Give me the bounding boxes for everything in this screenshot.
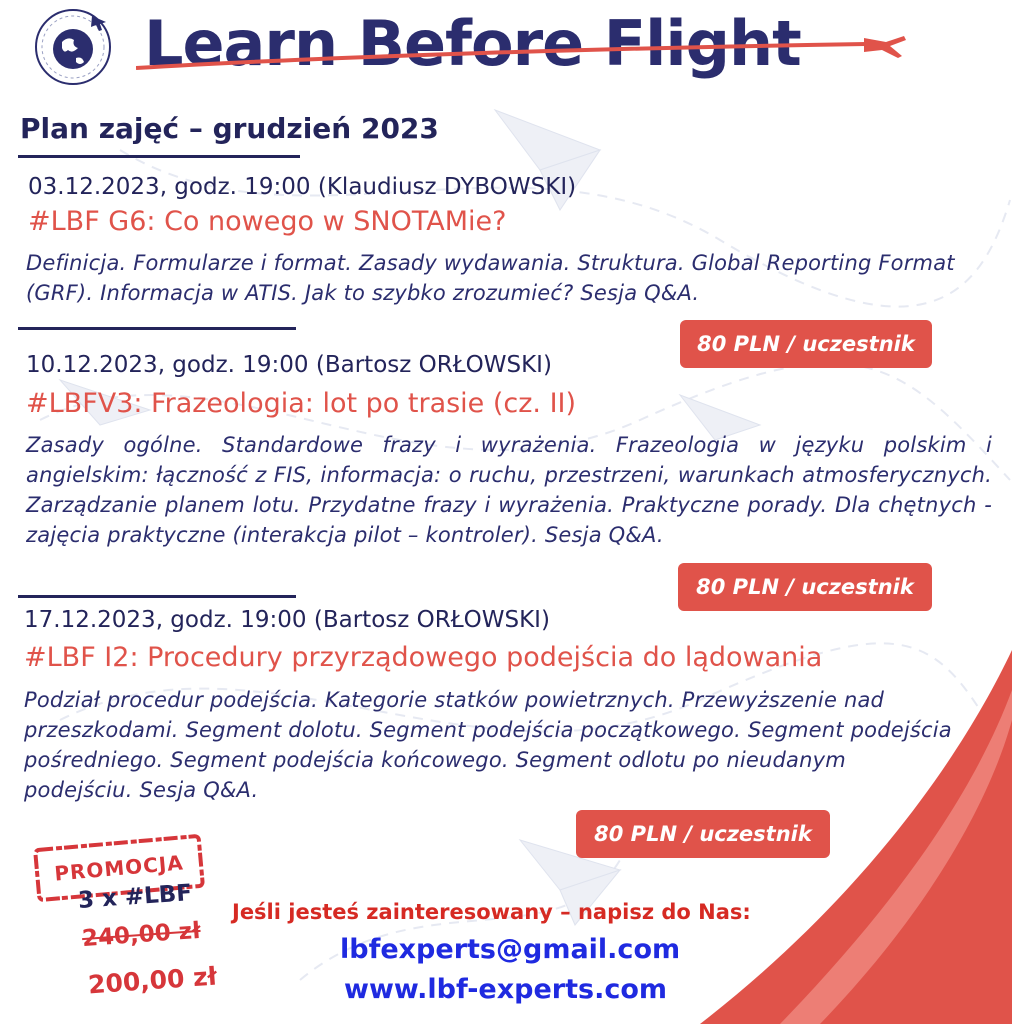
globe-plane-logo-icon (32, 6, 114, 88)
divider (18, 155, 300, 158)
divider (18, 595, 296, 598)
course-description: Definicja. Formularze i format. Zasady wydawania. Struktura. Global Reporting Format (GRF). Informacja w ATIS. Jak to szybko zrozumieć? Sesja Q&A. (26, 251, 955, 305)
price-badge: 80 PLN / uczestnik (680, 320, 932, 368)
course-date: 17.12.2023, godz. 19:00 (Bartosz ORŁOWSKI) (24, 607, 550, 633)
course-date: 10.12.2023, godz. 19:00 (Bartosz ORŁOWSKI) (26, 352, 552, 378)
promo-old-price: 240,00 zł (81, 917, 202, 953)
price-badge: 80 PLN / uczestnik (678, 563, 932, 611)
course-description: Podział procedur podejścia. Kategorie statków powietrznych. Przewyższenie nad przeszkodami. Segment dolotu. Segment podejścia początkowego. Segment podejścia pośredniego. Segment podejścia końcowego. Segment odlotu po nieudanym podejściu. Sesja Q&A. (24, 688, 952, 802)
contact-website-link[interactable]: www.lbf-experts.com (344, 974, 668, 1005)
course-title: #LBF G6: Co nowego w SNOTAMie? (28, 206, 507, 237)
contact-cta: Jeśli jesteś zainteresowany – napisz do Nas: (232, 900, 751, 924)
course-description: Zasady ogólne. Standardowe frazy i wyrażenia. Frazeologia w języku polskim i angielskim: łączność z FIS, informacja: o ruchu, przestrzeni, warunkach atmosferycznych. Zarządzanie planem lotu. Przydatne frazy i wyrażenia. Praktyczne porady. Dla chętnych - zajęcia praktyczne (interakcja pilot – kontroler). Sesja Q&A. (26, 433, 992, 547)
contact-email-link[interactable]: lbfexperts@gmail.com (340, 934, 681, 965)
price-badge: 80 PLN / uczestnik (576, 810, 830, 858)
course-title: #LBF I2: Procedury przyrządowego podejścia do lądowania (24, 642, 823, 673)
promo-stamp-label: PROMOCJA (53, 850, 185, 886)
promo-new-price: 200,00 zł (87, 961, 218, 1000)
airplane-icon (136, 34, 906, 74)
course-date: 03.12.2023, godz. 19:00 (Klaudiusz DYBOWSKI) (28, 174, 577, 200)
brand-title: Learn Before Flight (144, 7, 801, 80)
divider (18, 327, 296, 330)
promo-count: 3 x #LBF (77, 880, 193, 914)
course-title: #LBFV3: Frazeologia: lot po trasie (cz. II) (26, 388, 577, 419)
page-title: Plan zajęć – grudzień 2023 (20, 112, 439, 145)
